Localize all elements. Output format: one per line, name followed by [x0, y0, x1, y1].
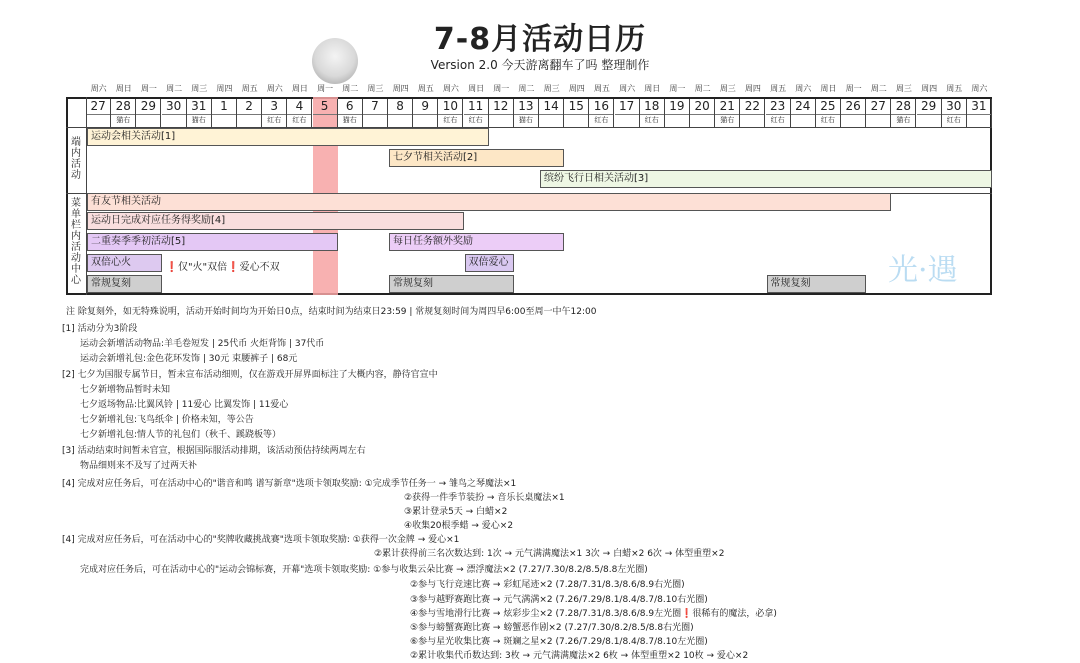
weekday-label: 周六 — [442, 84, 459, 93]
day-note — [162, 114, 186, 125]
double-note: ❗仅"火"双倍❗爱心不双 — [165, 262, 280, 273]
day-number: 1 — [220, 99, 228, 113]
day-cell — [942, 99, 967, 127]
day-cell — [162, 99, 187, 127]
note-line: [4] 完成对应任务后，可在活动中心的"谐音和鸣 谱写新章"选项卡领取奖励: ①完成季节任务一 → 雏鸟之琴魔法×1 — [62, 479, 517, 489]
day-note — [313, 114, 337, 125]
day-note: 猫右 — [514, 114, 538, 125]
day-number: 2 — [245, 99, 253, 113]
day-cell — [967, 99, 992, 127]
day-number: 23 — [769, 99, 786, 113]
weekday-label: 周三 — [895, 84, 912, 93]
day-note — [237, 114, 261, 125]
day-number: 13 — [518, 99, 534, 113]
weekday-label: 周一 — [140, 84, 157, 93]
day-number: 28 — [895, 99, 912, 113]
weekday-label: 周二 — [694, 84, 711, 93]
day-number: 28 — [115, 99, 131, 113]
day-number: 20 — [694, 99, 710, 113]
day-cell — [917, 99, 942, 127]
weekday-label: 周四 — [921, 84, 938, 93]
day-cell — [690, 99, 715, 127]
weekday-label: 周日 — [115, 84, 132, 93]
note-line: ②累计收集代币数达到: 3枚 → 元气满满魔法×2 6枚 → 体型重塑×2 10枚 → 爱心×2 — [410, 651, 749, 661]
day-cell — [464, 99, 489, 127]
day-cell — [564, 99, 589, 127]
note-line: 七夕新增礼包:情人节的礼包们（秋千、蹊跷板等） — [80, 430, 282, 440]
day-note — [841, 114, 865, 125]
day-cell — [740, 99, 765, 127]
day-note — [413, 114, 437, 125]
day-number: 14 — [543, 99, 559, 113]
note-line: ②参与飞行竞速比赛 → 彩虹尾迹×2 (7.28/7.31/8.3/8.6/8.9右光圈) — [410, 580, 685, 590]
day-number: 22 — [744, 99, 761, 113]
day-cell — [891, 99, 916, 127]
day-cell — [338, 99, 363, 127]
weekday-label: 周二 — [518, 84, 535, 93]
day-number: 30 — [946, 99, 962, 113]
day-note — [615, 114, 639, 125]
note-line: 七夕新增礼包:飞鸟纸伞 | 价格未知，等公告 — [80, 415, 254, 425]
day-cell — [187, 99, 212, 127]
weekday-label: 周日 — [468, 84, 485, 93]
weekday-label: 周六 — [619, 84, 636, 93]
day-number: 6 — [345, 99, 354, 113]
watermark-logo: 光·遇 — [888, 253, 958, 288]
day-note: 红右 — [438, 114, 462, 125]
day-note: 猫右 — [715, 114, 739, 125]
activity-bar[interactable]: 运动会相关活动[1] — [87, 128, 489, 146]
weekday-label: 周一 — [317, 84, 334, 93]
weekday-label: 周六 — [266, 84, 283, 93]
day-cell — [86, 99, 111, 127]
day-note: 猫右 — [187, 114, 211, 125]
activity-bar[interactable]: 双倍爱心 — [465, 254, 514, 272]
day-cell — [816, 99, 841, 127]
day-note — [489, 114, 513, 125]
weekday-label: 周日 — [820, 84, 837, 93]
day-note — [363, 114, 387, 125]
note-line: ②累计获得前三名次数达到: 1次 → 元气满满魔法×1 3次 → 白蜡×2 6次 → 体型重塑×2 — [374, 549, 725, 559]
note-line: 注 除复刻外，如无特殊说明，活动开始时间均为开始日0点，结束时间为结束日23:59 | 常规复刻时间为周四早6:00至周一中午12:00 — [66, 307, 597, 317]
day-number: 29 — [140, 99, 157, 113]
day-note — [539, 114, 563, 125]
day-number: 12 — [493, 99, 509, 113]
note-line: 运动会新增礼包:金色花环发饰 | 30元 束腰裤子 | 68元 — [80, 354, 298, 364]
day-cell — [313, 99, 338, 127]
weekday-label: 周三 — [367, 84, 384, 93]
weekday-label: 周四 — [744, 84, 761, 93]
day-number: 9 — [421, 99, 430, 113]
day-cell — [438, 99, 463, 127]
day-cell — [866, 99, 891, 127]
note-line: [3] 活动结束时间暂未官宣，根据国际服活动排期，该活动预估持续两周左右 — [62, 446, 366, 456]
day-cell — [262, 99, 287, 127]
day-note: 红右 — [816, 114, 840, 125]
day-number: 5 — [320, 99, 329, 113]
day-note: 红右 — [262, 114, 286, 125]
note-line: 七夕返场物品:比翼风铃 | 11爱心 比翼发饰 | 11爱心 — [80, 400, 289, 410]
activity-bar[interactable]: 有友节相关活动 — [87, 193, 891, 211]
day-note: 猫右 — [338, 114, 362, 125]
weekday-label: 周三 — [543, 84, 560, 93]
day-cell — [237, 99, 262, 127]
activity-bar[interactable]: 常规复刻 — [87, 275, 162, 293]
day-number: 10 — [442, 99, 459, 113]
note-line: ⑤参与螃蟹赛跑比赛 → 螃蟹恶作剧×2 (7.27/7.30/8.2/8.5/8.8右光圈) — [410, 623, 694, 633]
weekday-label: 周六 — [90, 84, 107, 93]
day-note — [690, 114, 714, 125]
day-cell — [589, 99, 614, 127]
day-cell — [212, 99, 237, 127]
note-line: ③参与越野赛跑比赛 → 元气满满×2 (7.26/7.29/8.1/8.4/8.7/8.10右光圈) — [410, 595, 708, 605]
day-note — [917, 114, 941, 125]
day-note — [388, 114, 412, 125]
note-line: ④参与雪地滑行比赛 → 炫彩步尘×2 (7.28/7.31/8.3/8.6/8.9左光圈❗很稀有的魔法，必拿) — [410, 609, 777, 619]
day-number: 11 — [467, 99, 484, 113]
activity-bar[interactable]: 二重奏季季初活动[5] — [87, 233, 338, 251]
note-line: 完成对应任务后，可在活动中心的"运动会锦标赛，开幕"选项卡领取奖励: ①参与收集云朵比赛 → 漂浮魔法×2 (7.27/7.30/8.2/8.5/8.8左光圈) — [80, 565, 648, 575]
activity-bar[interactable]: 每日任务额外奖励 — [389, 233, 564, 251]
day-cell — [388, 99, 413, 127]
day-cell — [665, 99, 690, 127]
day-number: 19 — [669, 99, 685, 113]
weekday-label: 周三 — [191, 84, 208, 93]
note-line: 七夕新增物品暂时未知 — [80, 385, 171, 395]
weekday-label: 周一 — [493, 84, 510, 93]
day-number: 27 — [90, 99, 106, 113]
weekday-label: 周五 — [241, 84, 258, 93]
note-line: [2] 七夕为国服专属节日，暂未宣布活动细则，仅在游戏开屏界面标注了大概内容，静待官宣中 — [62, 370, 438, 380]
day-number: 30 — [165, 99, 182, 113]
activity-bar[interactable]: 常规复刻 — [767, 275, 867, 293]
day-number: 8 — [396, 99, 404, 113]
day-note: 红右 — [589, 114, 613, 125]
day-number: 26 — [845, 99, 861, 113]
weekday-label: 周一 — [669, 84, 686, 93]
weekday-label: 周二 — [342, 84, 359, 93]
day-note — [136, 114, 160, 125]
day-cell — [715, 99, 740, 127]
weekday-label: 周四 — [392, 84, 409, 93]
day-note: 红右 — [640, 114, 664, 125]
weekday-label: 周三 — [719, 84, 736, 93]
weekday-label: 周二 — [166, 84, 183, 93]
weekday-label: 周四 — [568, 84, 585, 93]
day-cell — [766, 99, 791, 127]
day-number: 24 — [795, 99, 811, 113]
activity-bar[interactable]: 运动日完成对应任务得奖励[4] — [87, 212, 464, 230]
day-number: 7 — [371, 99, 379, 113]
note-line: [4] 完成对应任务后，可在活动中心的"奖牌收藏挑战赛"选项卡领取奖励: ①获得一次金牌 → 爱心×1 — [62, 535, 460, 545]
day-note — [866, 114, 890, 125]
day-number: 31 — [191, 99, 207, 113]
day-note — [212, 114, 236, 125]
day-cell — [413, 99, 438, 127]
section-label-activity-center: 菜 单 栏 内 活 动 中 心 — [71, 198, 81, 286]
weekday-label: 周日 — [644, 84, 661, 93]
weekday-label: 周日 — [291, 84, 308, 93]
note-line: ④收集20根季蜡 → 爱心×2 — [404, 521, 514, 531]
day-number: 3 — [270, 99, 279, 113]
page-title: 7-8月活动日历 — [433, 22, 647, 57]
weekday-label: 周五 — [946, 84, 963, 93]
day-cell — [615, 99, 640, 127]
day-note — [967, 114, 991, 125]
day-number: 25 — [820, 99, 836, 113]
day-cell — [539, 99, 564, 127]
note-line: 物品细则来不及写了过两天补 — [80, 461, 198, 471]
weekday-label: 周五 — [770, 84, 787, 93]
day-note: 红右 — [766, 114, 790, 125]
day-cell — [514, 99, 539, 127]
day-number: 31 — [971, 99, 987, 113]
day-cell — [489, 99, 514, 127]
weekday-label: 周二 — [870, 84, 887, 93]
weekday-label: 周五 — [417, 84, 434, 93]
day-number: 15 — [568, 99, 584, 113]
day-note — [564, 114, 588, 125]
day-note — [740, 114, 764, 125]
day-cell — [640, 99, 665, 127]
day-note — [791, 114, 815, 125]
day-number: 4 — [295, 99, 304, 113]
weekday-label: 周六 — [971, 84, 988, 93]
day-note: 猫右 — [891, 114, 915, 125]
day-cell — [363, 99, 388, 127]
note-line: ⑥参与星光收集比赛 → 斑斓之星×2 (7.26/7.29/8.1/8.4/8.7/8.10左光圈) — [410, 637, 708, 647]
day-cell — [791, 99, 816, 127]
day-note — [665, 114, 689, 125]
day-number: 16 — [593, 99, 610, 113]
day-note: 红右 — [287, 114, 311, 125]
note-line: [1] 活动分为3阶段 — [62, 324, 138, 334]
day-cell — [841, 99, 866, 127]
section-label-in-app: 端 内 活 动 — [71, 137, 81, 181]
day-number: 21 — [719, 99, 735, 113]
day-note: 猫右 — [111, 114, 135, 125]
activity-bar[interactable]: 双倍心火 — [87, 254, 162, 272]
weekday-label: 周四 — [216, 84, 233, 93]
note-line: ③累计登录5天 → 白蜡×2 — [404, 507, 508, 517]
weekday-label: 周六 — [795, 84, 812, 93]
activity-bar[interactable]: 常规复刻 — [389, 275, 514, 293]
day-note — [86, 114, 110, 125]
day-cell — [136, 99, 161, 127]
activity-bar[interactable]: 缤纷飞行日相关活动[3] — [540, 170, 992, 188]
day-cell — [287, 99, 312, 127]
activity-bar[interactable]: 七夕节相关活动[2] — [389, 149, 564, 167]
day-number: 18 — [644, 99, 660, 113]
note-line: ②获得一件季节装扮 → 音乐长桌魔法×1 — [404, 493, 565, 503]
weekday-label: 周五 — [593, 84, 610, 93]
note-line: 运动会新增活动物品:羊毛卷短发 | 25代币 火炬背饰 | 37代币 — [80, 339, 325, 349]
day-number: 29 — [920, 99, 937, 113]
day-number: 27 — [870, 99, 886, 113]
day-cell — [111, 99, 136, 127]
day-note: 红右 — [464, 114, 488, 125]
day-note: 红右 — [942, 114, 966, 125]
weekday-label: 周一 — [845, 84, 862, 93]
page-subtitle: Version 2.0 今天游离翻车了吗 整理制作 — [430, 58, 650, 72]
day-number: 17 — [618, 99, 635, 113]
